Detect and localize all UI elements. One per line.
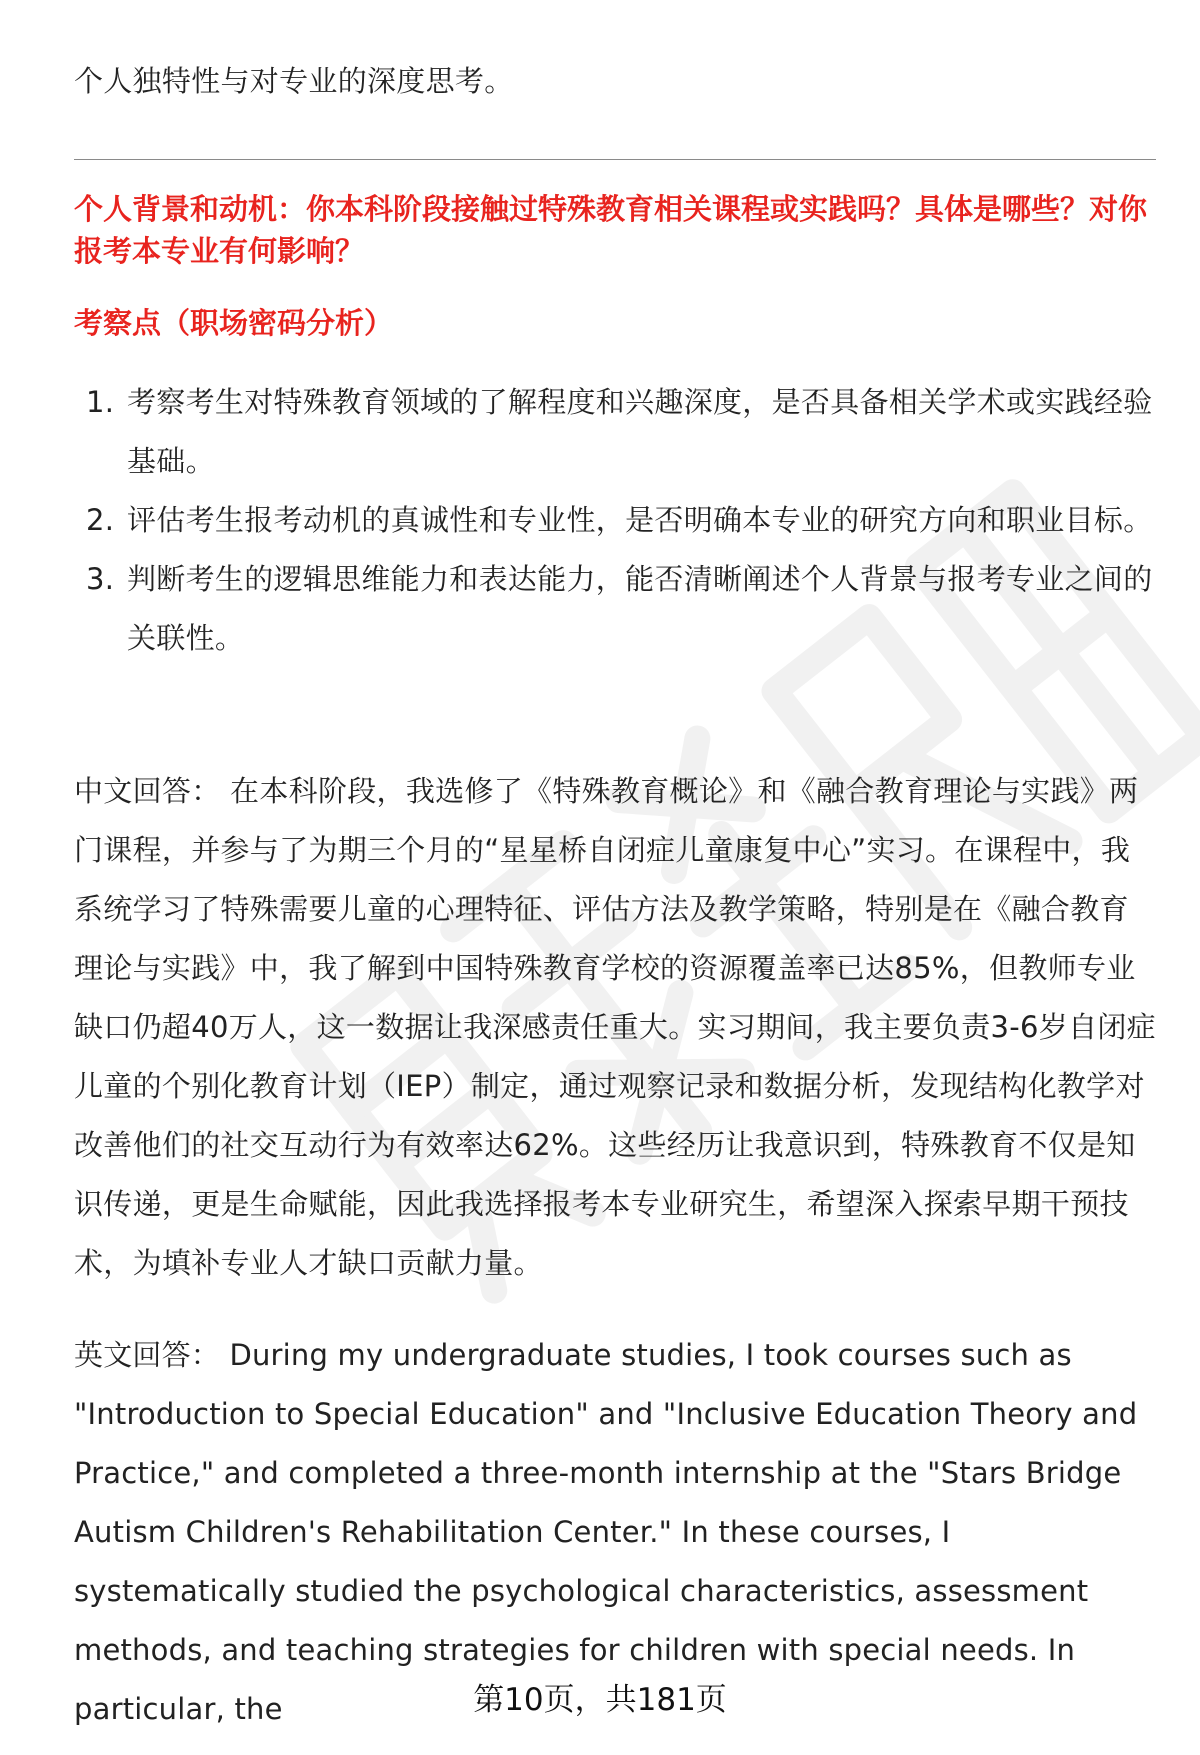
page-indicator: 第10页，共181页 (473, 1682, 727, 1718)
document-page (74, 0, 1156, 1755)
examination-title: 考察点（职场密码分析） (74, 306, 394, 340)
examination-list (74, 373, 1156, 668)
list-item (74, 373, 1156, 491)
english-answer-text: During my undergraduate studies, I took courses such as "Introduction to Special Education" and "Inclusive Education Theory and Practice," and completed a three-month internship at the "Stars Bridge Autism Children's Rehabilitation Center." In these courses, I systematically studied the psychological characteristics, assessment methods, and teaching strategies for children with special needs. In particular, the (74, 1338, 1138, 1726)
chinese-answer-text: 在本科阶段，我选修了《特殊教育概论》和《融合教育理论与实践》两门课程，并参与了为期三个月的“星星桥自闭症儿童康复中心”实习。在课程中，我系统学习了特殊需要儿童的心理特征、评估方法及教学策略，特别是在《融合教育理论与实践》中，我了解到中国特殊教育学校的资源覆盖率已达85%，但教师专业缺口仍超40万人，这一数据让我深感责任重大。实习期间，我主要负责3-6岁自闭症儿童的个别化教育计划（IEP）制定，通过观察记录和数据分析，发现结构化教学对改善他们的社交互动行为有效率达62%。这些经历让我意识到，特殊教育不仅是知识传递，更是生命赋能，因此我选择报考本专业研究生，希望深入探索早期干预技术，为填补专业人才缺口贡献力量。 (74, 774, 1156, 1280)
question-heading: 个人背景和动机：你本科阶段接触过特殊教育相关课程或实践吗？具体是哪些？对你报考本专业有何影响？ (74, 192, 1148, 268)
chinese-answer-label: 中文回答： (74, 774, 221, 808)
intro-text: 个人独特性与对专业的深度思考。 (74, 64, 514, 98)
list-item-text: 判断考生的逻辑思维能力和表达能力，能否清晰阐述个人背景与报考专业之间的关联性。 (127, 562, 1153, 655)
list-item-text: 评估考生报考动机的真诚性和专业性，是否明确本专业的研究方向和职业目标。 (127, 503, 1153, 537)
chinese-answer (74, 762, 1156, 1293)
english-answer-label: 英文回答： (74, 1338, 221, 1372)
list-item-number: 1. (86, 385, 115, 419)
chinese-answer-paragraph (74, 762, 1156, 1293)
list-item-number: 3. (86, 562, 115, 596)
list-item (74, 550, 1156, 668)
list-item-text: 考察考生对特殊教育领域的了解程度和兴趣深度，是否具备相关学术或实践经验基础。 (127, 385, 1153, 478)
list-item-number: 2. (86, 503, 115, 537)
list-item (74, 491, 1156, 550)
section-divider (74, 159, 1156, 160)
